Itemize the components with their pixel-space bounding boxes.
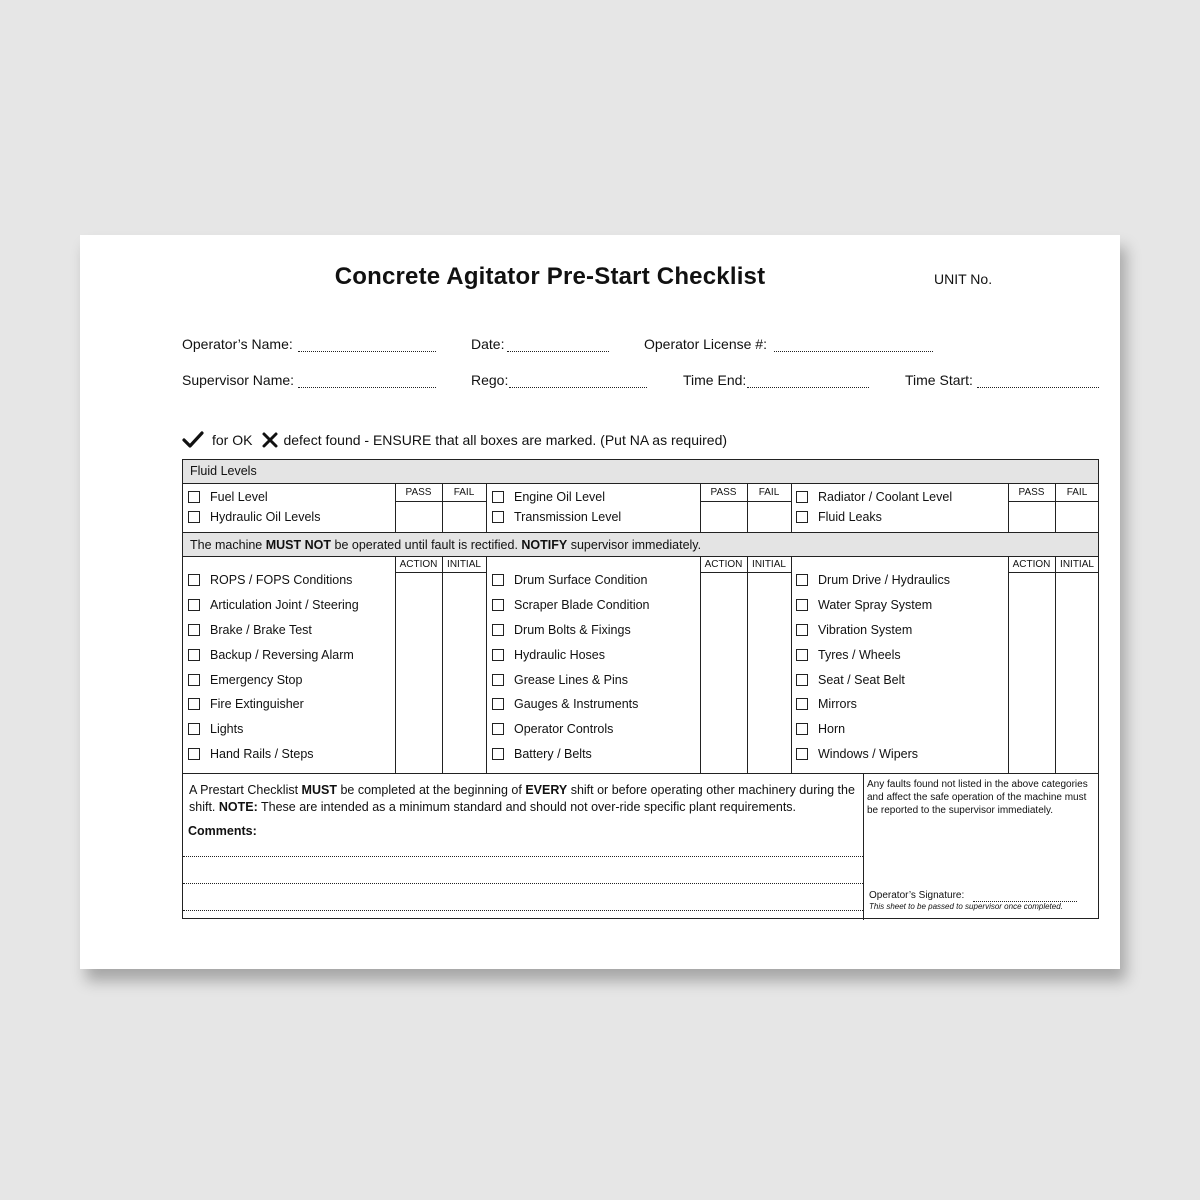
item-label: Transmission Level — [514, 510, 622, 524]
checklist-item[interactable] — [492, 673, 628, 687]
operator-license-field[interactable] — [774, 351, 933, 352]
checkbox[interactable] — [188, 511, 200, 523]
faults-note: Any faults found not listed in the above categories and affect the safe operation of the machine must be reported to the supervisor immediately. — [867, 779, 1088, 816]
item-label: Windows / Wipers — [818, 747, 919, 761]
checkbox[interactable] — [796, 674, 808, 686]
item-label: Fluid Leaks — [818, 510, 882, 524]
item-label: Operator Controls — [514, 722, 614, 736]
checkbox[interactable] — [188, 599, 200, 611]
check-icon — [182, 431, 204, 449]
supervisor-name-field[interactable] — [298, 387, 436, 388]
pass-header: PASS — [405, 487, 432, 498]
checkbox[interactable] — [492, 748, 504, 760]
checklist-item[interactable] — [796, 510, 882, 524]
initial-header: INITIAL — [1060, 559, 1094, 570]
item-label: Vibration System — [818, 623, 913, 637]
divider — [442, 557, 443, 773]
rego-label: Rego: — [471, 372, 509, 388]
divider — [791, 557, 792, 773]
divider — [1055, 557, 1056, 773]
item-label: Drum Surface Condition — [514, 573, 648, 587]
fail-header: FAIL — [1066, 487, 1088, 498]
cross-icon — [261, 431, 279, 449]
warning-text: supervisor immediately. — [567, 538, 702, 552]
checkbox[interactable] — [796, 748, 808, 760]
checklist-item[interactable] — [492, 648, 605, 662]
checklist-item[interactable] — [796, 673, 905, 687]
item-label: Fire Extinguisher — [210, 697, 304, 711]
supervisor-pass-note: This sheet to be passed to supervisor once completed. — [869, 902, 1063, 911]
time-end-field[interactable] — [747, 387, 869, 388]
checkbox[interactable] — [188, 574, 200, 586]
note-text: shift or before operating other machinery during the shift. — [189, 783, 855, 814]
item-label: Radiator / Coolant Level — [818, 490, 953, 504]
comments-label: Comments: — [188, 824, 257, 838]
checkbox[interactable] — [796, 624, 808, 636]
checklist-item[interactable] — [796, 598, 932, 612]
checkbox[interactable] — [188, 649, 200, 661]
item-label: ROPS / FOPS Conditions — [210, 573, 353, 587]
checkbox[interactable] — [796, 599, 808, 611]
operator-name-field[interactable] — [298, 351, 436, 352]
checkbox[interactable] — [492, 574, 504, 586]
item-label: Emergency Stop — [210, 673, 303, 687]
checkbox[interactable] — [796, 574, 808, 586]
divider — [700, 557, 701, 773]
checkbox[interactable] — [796, 649, 808, 661]
initial-header: INITIAL — [752, 559, 786, 570]
checklist-item[interactable] — [492, 490, 605, 504]
unit-number-label: UNIT No. — [934, 271, 993, 287]
comments-line[interactable] — [183, 910, 863, 911]
note-text: These are intended as a minimum standard and should not over-ride specific plant requirements. — [257, 800, 797, 814]
checklist-item[interactable] — [188, 722, 243, 736]
checklist-item[interactable] — [188, 673, 302, 687]
time-start-field[interactable] — [977, 387, 1099, 388]
checklist-item[interactable] — [492, 598, 650, 612]
divider — [395, 572, 486, 573]
fail-header: FAIL — [453, 487, 475, 498]
note-text: A Prestart Checklist — [189, 783, 302, 797]
item-label: Drum Drive / Hydraulics — [818, 573, 950, 587]
item-label: Fuel Level — [210, 490, 268, 504]
divider — [747, 557, 748, 773]
time-start-label: Time Start: — [905, 372, 973, 388]
item-label: Engine Oil Level — [514, 490, 606, 504]
checkbox[interactable] — [492, 624, 504, 636]
checklist-item[interactable] — [796, 573, 950, 587]
divider — [183, 773, 1098, 774]
item-label: Mirrors — [818, 697, 857, 711]
initial-header: INITIAL — [447, 559, 481, 570]
item-label: Brake / Brake Test — [210, 623, 312, 637]
warning-text: The machine — [190, 538, 266, 552]
checklist-item[interactable] — [188, 747, 314, 761]
divider — [791, 484, 792, 532]
item-label: Scraper Blade Condition — [514, 598, 650, 612]
divider — [863, 773, 864, 920]
item-label: Hydraulic Oil Levels — [210, 510, 321, 524]
checklist-item[interactable] — [796, 722, 845, 736]
checklist-item[interactable] — [188, 648, 354, 662]
checklist-item[interactable] — [188, 573, 352, 587]
item-label: Water Spray System — [818, 598, 933, 612]
divider — [395, 501, 486, 502]
checklist-item[interactable] — [796, 648, 901, 662]
legend-ok-text: for OK — [212, 432, 253, 448]
checklist-item[interactable] — [796, 747, 918, 761]
item-label: Lights — [210, 722, 244, 736]
checkbox[interactable] — [492, 723, 504, 735]
warning-text: be operated until fault is rectified. — [331, 538, 522, 552]
checkbox[interactable] — [188, 624, 200, 636]
checkbox[interactable] — [188, 748, 200, 760]
checkbox[interactable] — [492, 674, 504, 686]
divider — [1008, 501, 1099, 502]
item-label: Horn — [818, 722, 846, 736]
checklist-item[interactable] — [188, 598, 359, 612]
checkbox[interactable] — [796, 698, 808, 710]
date-label: Date: — [471, 336, 505, 352]
checkbox[interactable] — [188, 723, 200, 735]
checklist-item[interactable] — [796, 697, 857, 711]
item-label: Drum Bolts & Fixings — [514, 623, 631, 637]
checklist-item[interactable] — [492, 510, 621, 524]
legend — [182, 431, 727, 449]
checklist-item[interactable] — [188, 510, 320, 524]
checklist-item[interactable] — [188, 697, 304, 711]
checklist-item[interactable] — [492, 697, 638, 711]
item-label: Gauges & Instruments — [514, 697, 639, 711]
legend-defect-text: defect found - ENSURE that all boxes are marked. (Put NA as required) — [283, 432, 728, 448]
checkbox[interactable] — [492, 599, 504, 611]
checkbox[interactable] — [796, 491, 808, 503]
divider — [486, 484, 487, 532]
item-label: Seat / Seat Belt — [818, 673, 905, 687]
checkbox[interactable] — [188, 674, 200, 686]
pass-header: PASS — [710, 487, 737, 498]
item-label: Battery / Belts — [514, 747, 592, 761]
checklist-item[interactable] — [188, 623, 312, 637]
note-text: be completed at the beginning of — [336, 783, 526, 797]
comments-line[interactable] — [183, 883, 863, 884]
divider — [1008, 557, 1009, 773]
divider — [700, 572, 791, 573]
checkbox[interactable] — [796, 511, 808, 523]
checklist-item[interactable] — [492, 623, 631, 637]
divider — [1008, 572, 1099, 573]
checklist-item[interactable] — [492, 747, 592, 761]
rego-field[interactable] — [509, 387, 647, 388]
action-header: ACTION — [399, 559, 438, 570]
divider — [486, 557, 487, 773]
checklist-item[interactable] — [796, 490, 952, 504]
checkbox[interactable] — [492, 698, 504, 710]
operator-name-label: Operator’s Name: — [182, 336, 293, 352]
checklist-table — [182, 459, 1099, 919]
item-label: Articulation Joint / Steering — [210, 598, 359, 612]
checklist-item[interactable] — [188, 490, 268, 504]
item-label: Hydraulic Hoses — [514, 648, 606, 662]
divider — [395, 557, 396, 773]
item-label: Grease Lines & Pins — [514, 673, 628, 687]
checklist-sheet — [80, 235, 1120, 969]
action-header: ACTION — [1012, 559, 1051, 570]
supervisor-name-label: Supervisor Name: — [182, 372, 295, 388]
fluid-levels-heading: Fluid Levels — [183, 460, 1098, 484]
checklist-item[interactable] — [492, 573, 647, 587]
item-label: Hand Rails / Steps — [210, 747, 314, 761]
checkbox[interactable] — [796, 723, 808, 735]
checkbox[interactable] — [188, 698, 200, 710]
item-label: Tyres / Wheels — [818, 648, 901, 662]
operator-license-label: Operator License #: — [644, 336, 767, 352]
comments-line[interactable] — [183, 856, 863, 857]
pass-header: PASS — [1018, 487, 1045, 498]
prestart-note — [189, 782, 859, 816]
checkbox[interactable] — [188, 491, 200, 503]
checkbox[interactable] — [492, 649, 504, 661]
time-end-label: Time End: — [683, 372, 747, 388]
fail-header: FAIL — [758, 487, 780, 498]
warning-emphasis: MUST NOT — [265, 538, 332, 552]
page-title: Concrete Agitator Pre-Start Checklist — [334, 263, 766, 290]
warning-banner — [183, 532, 1098, 557]
note-emphasis: EVERY — [525, 783, 568, 797]
checklist-item[interactable] — [796, 623, 912, 637]
operator-signature-label: Operator’s Signature: — [869, 890, 965, 901]
divider — [700, 501, 791, 502]
note-emphasis: MUST — [301, 783, 337, 797]
action-header: ACTION — [704, 559, 743, 570]
checklist-item[interactable] — [492, 722, 613, 736]
date-field[interactable] — [507, 351, 609, 352]
item-label: Backup / Reversing Alarm — [210, 648, 354, 662]
checkbox[interactable] — [492, 491, 504, 503]
checkbox[interactable] — [492, 511, 504, 523]
note-emphasis: NOTE: — [218, 800, 258, 814]
warning-emphasis: NOTIFY — [521, 538, 568, 552]
